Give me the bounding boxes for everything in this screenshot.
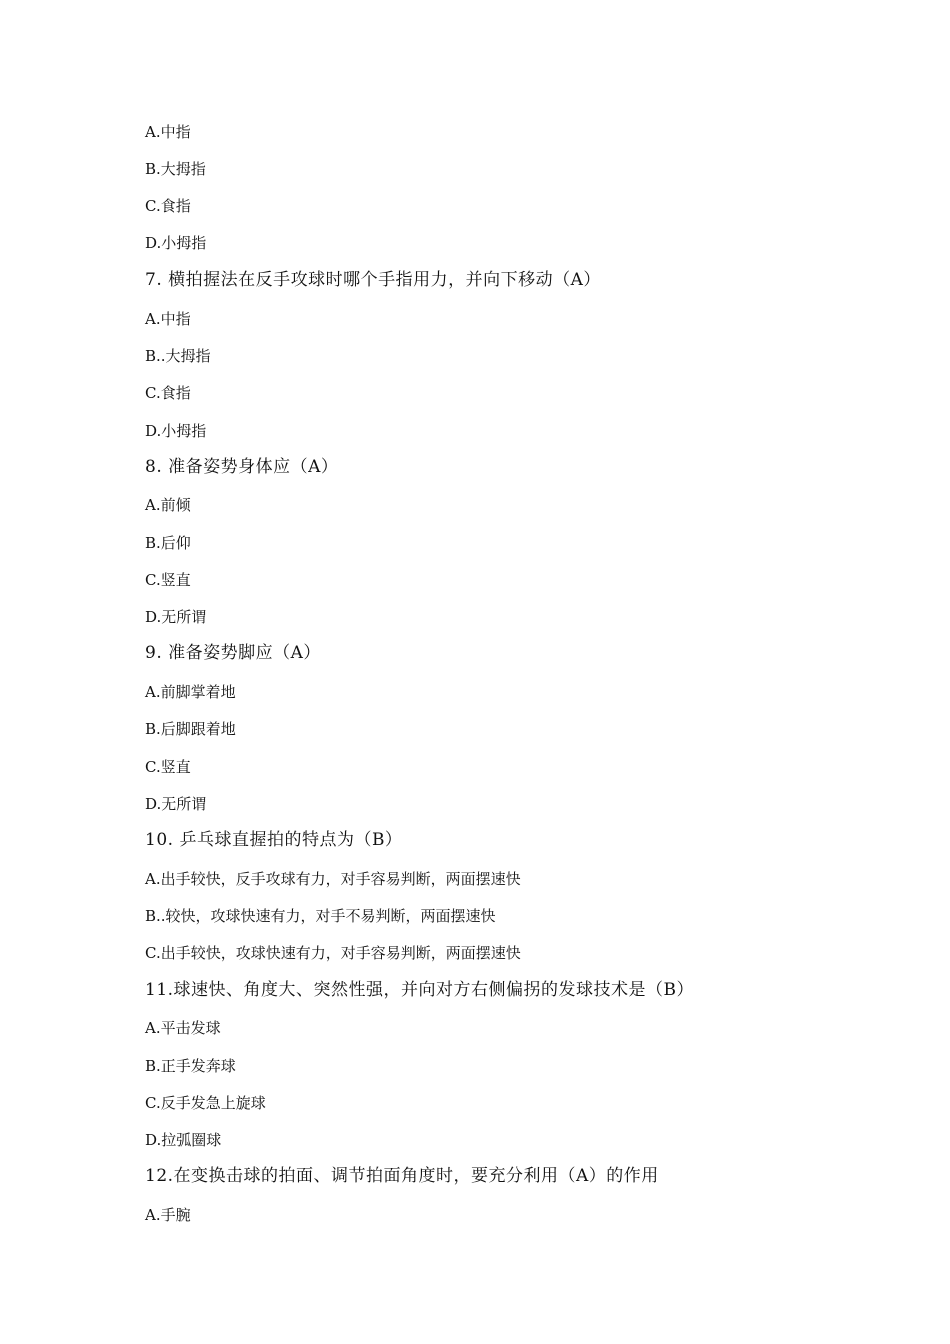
option-line: C.食指 [145,384,191,402]
question-line: 11.球速快、角度大、突然性强，并向对方右侧偏拐的发球技术是（B） [145,980,695,1000]
option-line: C.食指 [145,197,191,215]
option-line: B.正手发奔球 [145,1057,236,1075]
option-line: A.平击发球 [145,1019,221,1037]
question-line: 12.在变换击球的拍面、调节拍面角度时，要充分利用（A）的作用 [145,1166,659,1186]
option-line: B.后脚跟着地 [145,720,236,738]
question-line: 10. 乒乓球直握拍的特点为（B） [145,830,403,850]
option-line: A.中指 [145,310,191,328]
option-line: A.手腕 [145,1206,191,1224]
option-line: C.反手发急上旋球 [145,1094,266,1112]
option-line: D.拉弧圈球 [145,1131,222,1149]
option-line: A.前脚掌着地 [145,683,236,701]
option-line: B.后仰 [145,534,191,552]
option-line: A.中指 [145,123,191,141]
option-line: B.大拇指 [145,160,206,178]
option-line: C.竖直 [145,571,191,589]
option-line: B..较快，攻球快速有力，对手不易判断，两面摆速快 [145,907,496,925]
option-line: D.无所谓 [145,795,207,813]
option-line: D.无所谓 [145,608,207,626]
question-line: 8. 准备姿势身体应（A） [145,457,339,477]
option-line: A.前倾 [145,496,191,514]
question-line: 7. 横拍握法在反手攻球时哪个手指用力，并向下移动（A） [145,270,601,290]
option-line: C.出手较快，攻球快速有力，对手容易判断，两面摆速快 [145,944,521,962]
option-line: D.小拇指 [145,422,207,440]
question-line: 9. 准备姿势脚应（A） [145,643,321,663]
option-line: A.出手较快，反手攻球有力，对手容易判断，两面摆速快 [145,870,521,888]
option-line: B..大拇指 [145,347,211,365]
option-line: D.小拇指 [145,234,207,252]
option-line: C.竖直 [145,758,191,776]
